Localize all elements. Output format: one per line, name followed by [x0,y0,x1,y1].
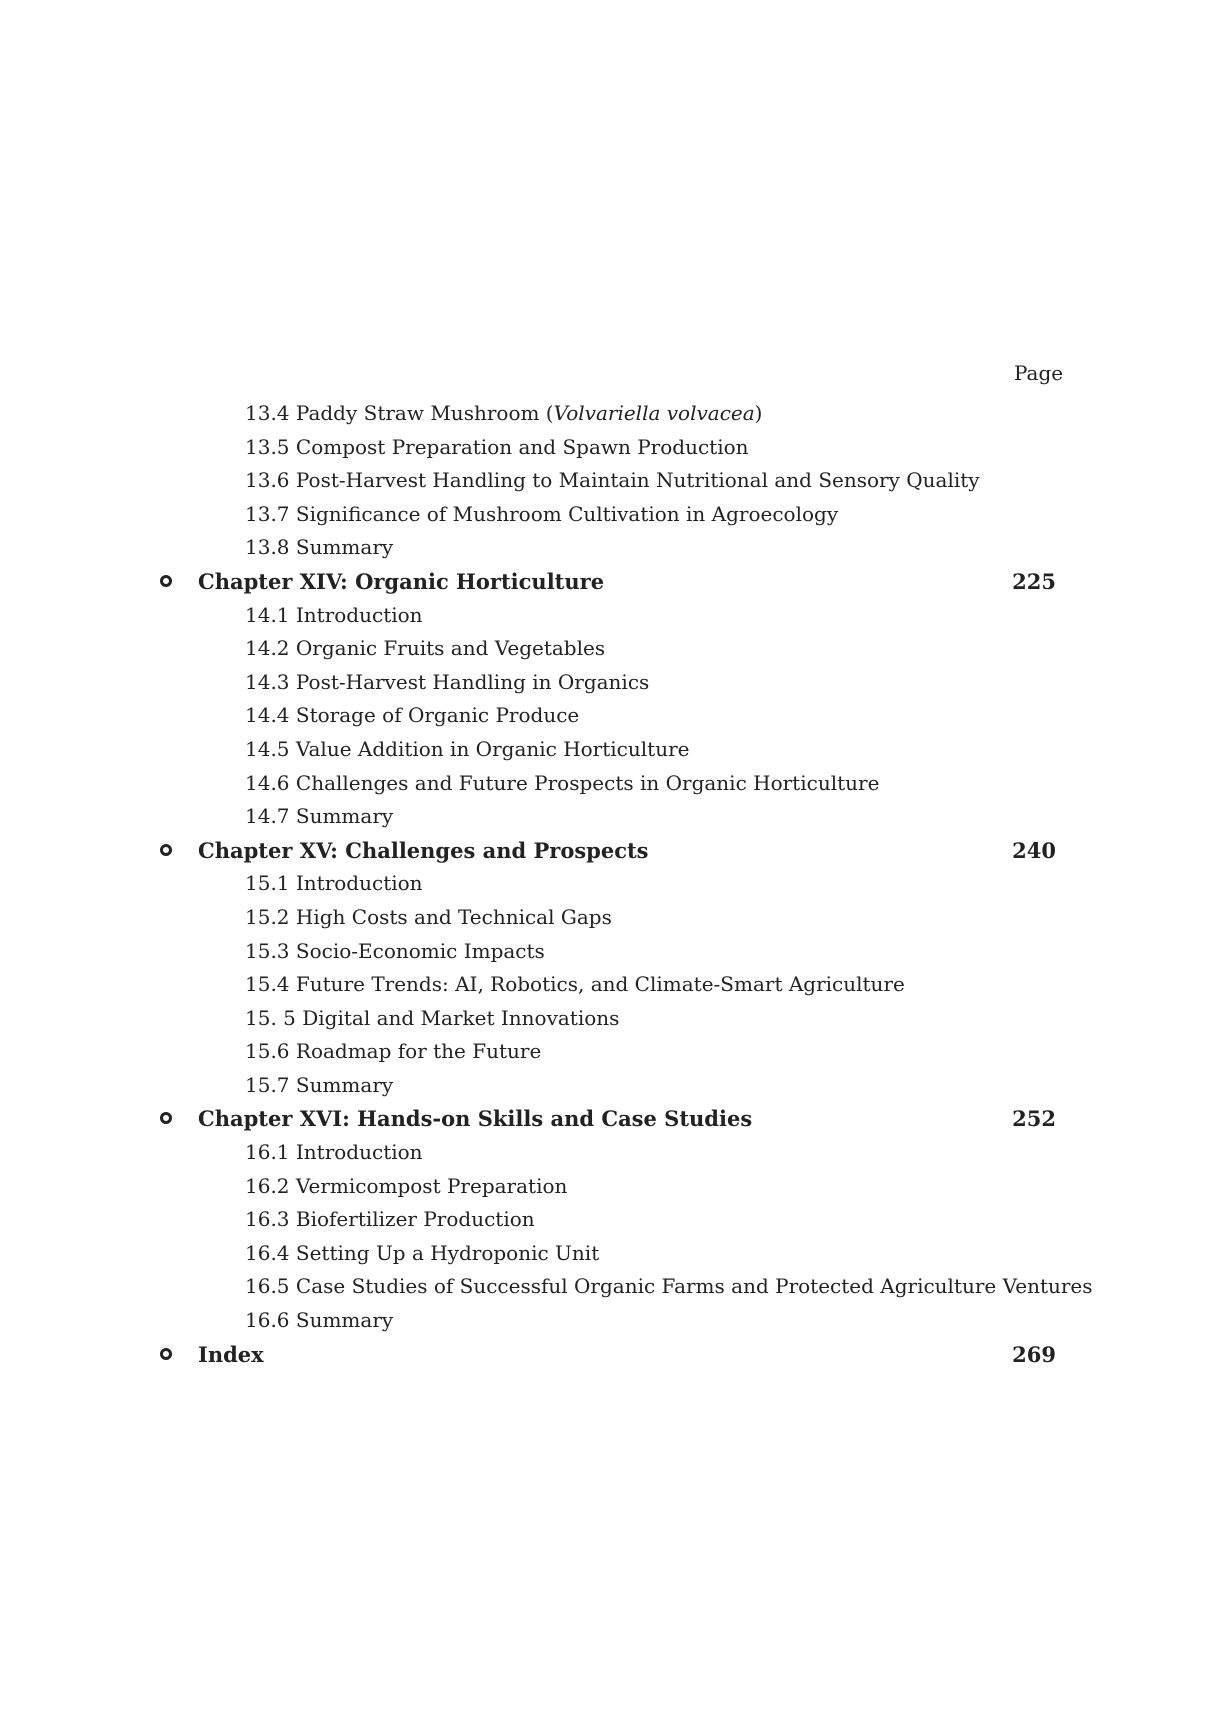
toc-section-row [160,767,1060,801]
toc-chapter-row [160,565,1060,599]
toc-chapter-row [160,1338,1060,1372]
toc-section-row [160,464,1060,498]
toc-section-row [160,699,1060,733]
section-title: 14.4 Storage of Organic Produce [245,703,580,728]
chapter-title: Chapter XVI: Hands-on Skills and Case Studies [198,1106,753,1132]
page-number: 252 [1012,1106,1056,1132]
page-column-header: Page [1014,361,1064,385]
section-title: 16.6 Summary [245,1308,394,1333]
section-title: 15.2 High Costs and Technical Gaps [245,904,612,929]
scientific-name: Volvariella volvacea [553,401,755,425]
section-title: 13.7 Significance of Mushroom Cultivation in Agroecology [245,501,839,526]
toc-section-row [160,1237,1060,1271]
toc-section-row [160,1304,1060,1338]
section-title: 14.1 Introduction [245,602,423,627]
circle-bullet-icon [160,575,172,587]
section-title: 14.7 Summary [245,804,394,829]
table-of-contents [160,397,1093,1371]
section-title: 14.5 Value Addition in Organic Horticulture [245,736,690,761]
section-title: 15.1 Introduction [245,871,423,896]
circle-bullet-icon [160,844,172,856]
toc-section-row [160,867,1060,901]
toc-section-row [160,800,1060,834]
section-title: 16.2 Vermicompost Preparation [245,1173,568,1198]
toc-section-row [160,397,1060,431]
section-title-suffix: ) [754,401,763,425]
chapter-title: Chapter XV: Challenges and Prospects [198,837,649,863]
toc-section-row [160,1270,1093,1304]
toc-section-row [160,1002,1060,1036]
toc-section-row [160,733,1060,767]
toc-chapter-row [160,1102,1060,1136]
section-title: 15.6 Roadmap for the Future [245,1039,542,1064]
section-title: 15.7 Summary [245,1072,394,1097]
section-title: 16.3 Biofertilizer Production [245,1207,535,1232]
chapter-title: Index [198,1341,264,1367]
toc-section-row [160,531,1060,565]
section-title: 14.3 Post-Harvest Handling in Organics [245,669,650,694]
toc-section-row [160,431,1060,465]
toc-section-row [160,599,1060,633]
toc-section-row [160,498,1060,532]
page-number: 269 [1012,1341,1056,1367]
section-title: 15.4 Future Trends: AI, Robotics, and Climate-Smart Agriculture [245,972,905,997]
toc-section-row [160,901,1060,935]
page-number: 240 [1012,837,1056,863]
section-title: 16.4 Setting Up a Hydroponic Unit [245,1240,600,1265]
page-number: 225 [1012,568,1056,594]
section-title: 13.5 Compost Preparation and Spawn Production [245,434,749,459]
toc-section-row [160,968,1060,1002]
toc-section-row [160,1069,1060,1103]
section-title: 14.6 Challenges and Future Prospects in Organic Horticulture [245,770,880,795]
section-title: 15.3 Socio-Economic Impacts [245,938,545,963]
chapter-title: Chapter XIV: Organic Horticulture [198,568,605,594]
toc-section-row [160,666,1060,700]
section-title [245,397,762,431]
section-title-prefix: 13.4 Paddy Straw Mushroom ( [245,401,554,425]
circle-bullet-icon [160,1112,172,1124]
section-title: 16.5 Case Studies of Successful Organic Farms and Protected Agriculture Ventures [245,1274,1093,1299]
toc-section-row [160,935,1060,969]
section-title: 14.2 Organic Fruits and Vegetables [245,636,606,661]
toc-section-row [160,632,1060,666]
toc-section-row [160,1170,1060,1204]
toc-section-row [160,1136,1060,1170]
toc-section-row [160,1035,1060,1069]
toc-chapter-row [160,834,1060,868]
section-title: 13.6 Post-Harvest Handling to Maintain Nutritional and Sensory Quality [245,468,980,493]
circle-bullet-icon [160,1348,172,1360]
section-title: 13.8 Summary [245,535,394,560]
toc-section-row [160,1203,1060,1237]
section-title: 16.1 Introduction [245,1140,423,1165]
section-title: 15. 5 Digital and Market Innovations [245,1005,620,1030]
